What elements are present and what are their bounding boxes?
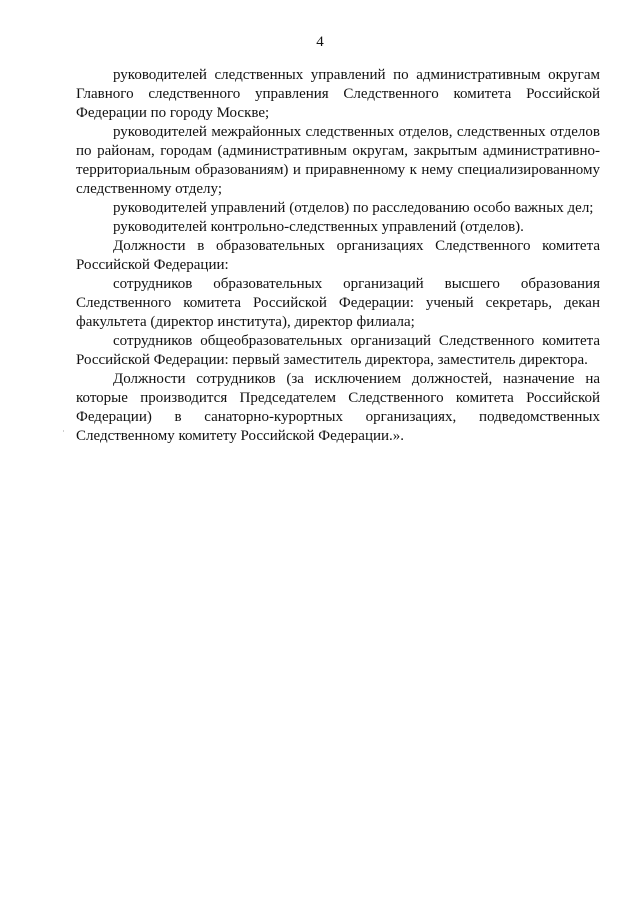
paragraph-educational-organizations-heading: Должности в образовательных организациях Следственного комитета Российской Федерации: [76, 238, 600, 273]
paragraph-sanatorium-organizations: Должности сотрудников (за исключением должностей, назначение на которые производится Председателем Следственного комитета Российской Федерации) в санаторно-курортных организациях, подведомственных Следственному комитету Российской Федерации.». [76, 371, 600, 444]
paragraph-investigative-directorates-moscow: руководителей следственных управлений по административным округам Главного следственного управления Следственного комитета Российской Федерации по городу Москве; [76, 67, 600, 121]
paragraph-interdistrict-departments: руководителей межрайонных следственных отделов, следственных отделов по районам, городам (административным округам, закрытым административно-территориальным образованиям) и приравненному к нему специализированному следственному отделу; [76, 124, 600, 197]
document-body [76, 66, 600, 446]
paragraph-general-education-staff: сотрудников общеобразовательных организаций Следственного комитета Российской Федерации: первый заместитель директора, заместитель директора. [76, 333, 600, 368]
paragraph-control-investigative-directorates: руководителей контрольно-следственных управлений (отделов). [113, 219, 524, 235]
paragraph-especially-important-cases: руководителей управлений (отделов) по расследованию особо важных дел; [113, 200, 594, 216]
paragraph-higher-education-staff: сотрудников образовательных организаций высшего образования Следственного комитета Российской Федерации: ученый секретарь, декан факультета (директор института), директор филиала; [76, 276, 600, 330]
scan-artifact [63, 430, 64, 432]
page-number: 4 [316, 34, 324, 50]
